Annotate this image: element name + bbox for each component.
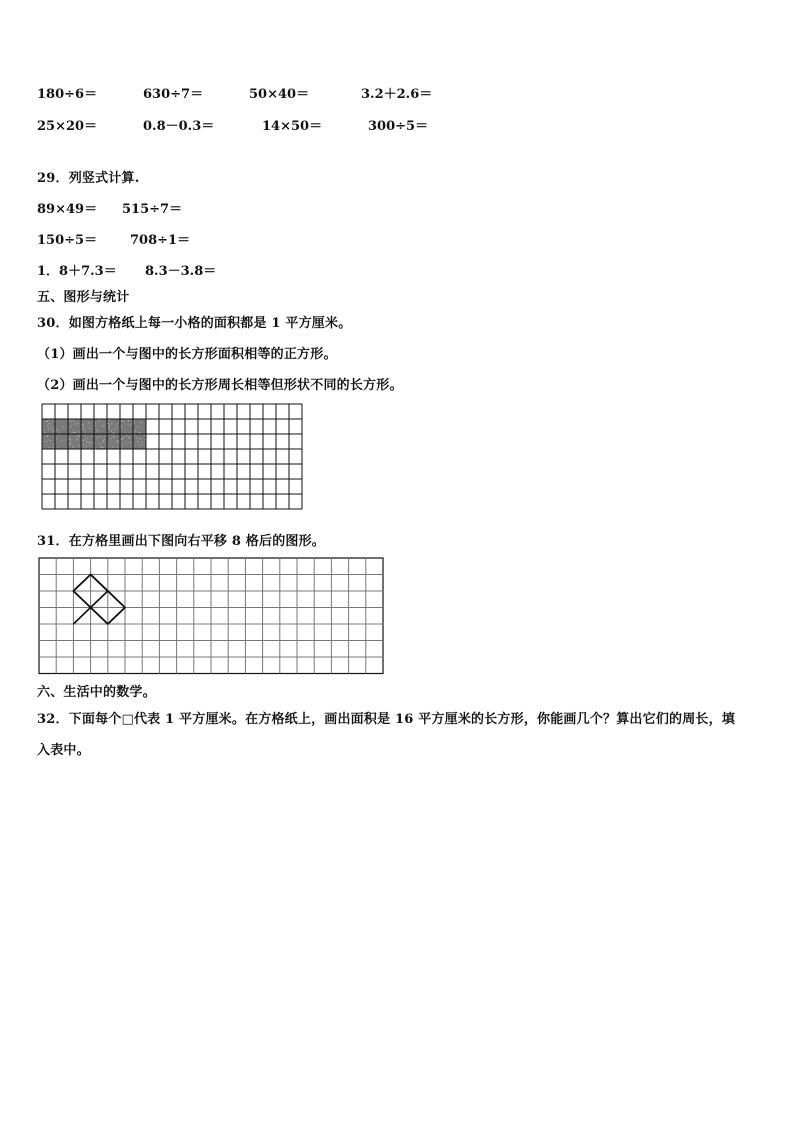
q31-title: 31．在方格里画出下图向右平移 8 格后的图形。: [37, 534, 325, 549]
q29-expr-3: 150÷5＝: [37, 233, 98, 248]
q32-text-line-1: 32．下面每个□代表 1 平方厘米。在方格纸上，画出面积是 16 平方厘米的长方形，你能画几个？算出它们的周长，填: [37, 712, 736, 727]
expr-r2-1: 25×20＝: [37, 119, 98, 134]
expr-r1-3: 50×40＝: [249, 87, 310, 102]
expr-r1-2: 630÷7＝: [143, 87, 204, 102]
expr-r2-4: 300÷5＝: [368, 119, 429, 134]
section-5-heading: 五、图形与统计: [37, 290, 130, 305]
q29-expr-6: 8.3－3.8＝: [145, 264, 217, 279]
q30-part-1: （1）画出一个与图中的长方形面积相等的正方形。: [37, 347, 337, 362]
q29-title: 29．列竖式计算.: [37, 171, 140, 186]
expr-r1-1: 180÷6＝: [37, 87, 98, 102]
expr-r2-2: 0.8－0.3＝: [143, 119, 215, 134]
q29-expr-2: 515÷7＝: [122, 202, 183, 217]
q29-expr-4: 708÷1＝: [130, 233, 191, 248]
expr-r1-4: 3.2＋2.6＝: [361, 87, 433, 102]
q30-part-2: （2）画出一个与图中的长方形周长相等但形状不同的长方形。: [37, 378, 403, 393]
expr-r2-3: 14×50＝: [262, 119, 323, 134]
q30-title: 30．如图方格纸上每一小格的面积都是 1 平方厘米。: [37, 316, 352, 331]
q32-text-line-2: 入表中。: [37, 743, 90, 758]
q30-grid[interactable]: [40, 402, 304, 514]
q29-expr-5: 1．8＋7.3＝: [37, 264, 117, 279]
q29-expr-1: 89×49＝: [37, 202, 98, 217]
diamond-figure: [73, 575, 125, 625]
q31-grid[interactable]: [38, 557, 388, 675]
section-6-heading: 六、生活中的数学。: [37, 685, 156, 700]
